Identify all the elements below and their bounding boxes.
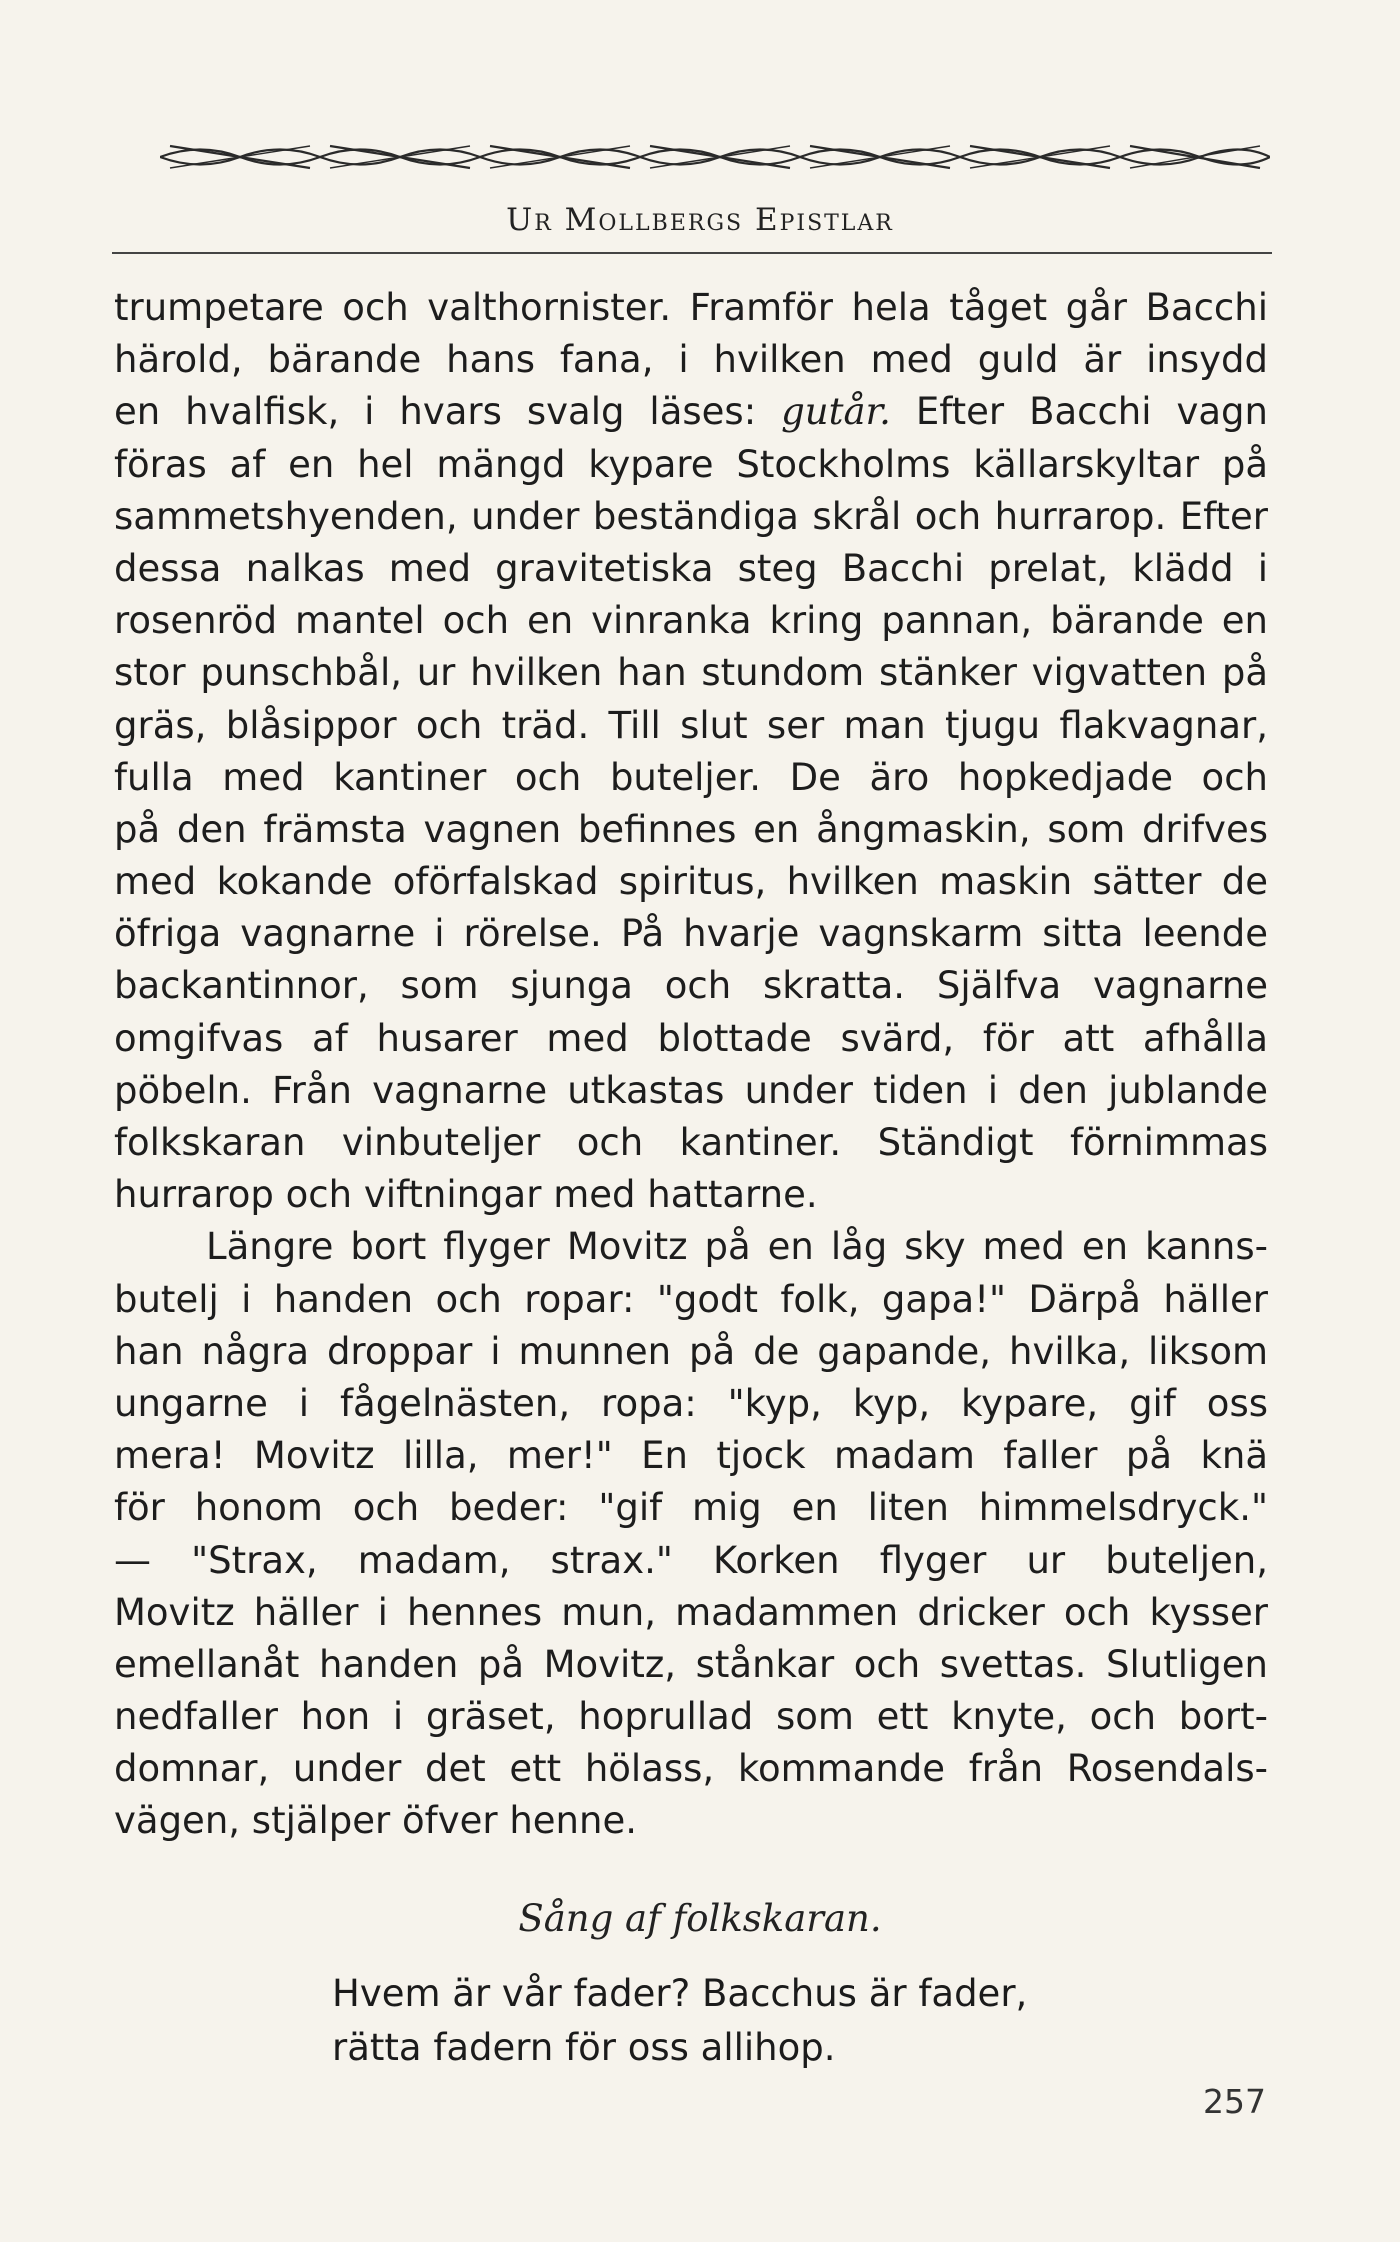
text-line: med kokande oförfalskad spiritus, hvilken maskin sätter de [114,860,1268,904]
text-line: en hvalfisk, i hvars svalg läses: gutår. Efter Bacchi vagn [114,390,1268,434]
text-line: gräs, blåsippor och träd. Till slut ser man tjugu flakvagnar, [114,703,1268,747]
decorative-header-ornament [160,140,1270,174]
text-line: sammetshyenden, under beständiga skrål och hurrarop. Efter [114,494,1268,538]
header-rule [112,252,1272,254]
text-line: butelj i handen och ropar: "godt folk, gapa!" Därpå häller [114,1277,1268,1321]
text-line: mera! Movitz lilla, mer!" En tjock madam faller på knä [114,1434,1268,1478]
text-line: härold, bärande hans fana, i hvilken med guld är insydd [114,338,1268,382]
italic-word: gutår. [781,390,891,434]
text-line: fulla med kantiner och buteljer. De äro hopkedjade och [114,755,1268,799]
verse-line: rätta fadern för oss allihop. [332,2026,836,2069]
running-head: Ur Mollbergs Epistlar [506,202,894,238]
text-line: Längre bort flyger Movitz på en låg sky med en kanns- [206,1225,1268,1269]
text-line: trumpetare och valthornister. Framför hela tåget går Bacchi [114,286,1268,329]
text-line: dessa nalkas med gravitetiska steg Bacchi prelat, klädd i [114,546,1268,590]
text-line: ungarne i fågelnästen, ropa: "kyp, kyp, kypare, gif oss [114,1381,1268,1425]
body-text [114,282,1268,1848]
text-line: öfriga vagnarne i rörelse. På hvarje vagnskarm sitta leende [114,912,1268,956]
text-line: rosenröd mantel och en vinranka kring pannan, bärande en [114,599,1268,643]
text-line: föras af en hel mängd kypare Stockholms källarskyltar på [114,442,1268,486]
text-line: omgifvas af husarer med blottade svärd, för att afhålla [114,1016,1268,1060]
text-line: hurrarop och viftningar med hattarne. [114,1173,818,1217]
song-verse [332,1967,1027,2075]
page-number: 257 [1203,2082,1266,2121]
text-line: nedfaller hon i gräset, hoprullad som ett knyte, och bort- [114,1695,1268,1739]
text-line: pöbeln. Från vagnarne utkastas under tiden i den jublande [114,1068,1268,1112]
text-line: — "Strax, madam, strax." Korken flyger ur buteljen, [114,1538,1268,1582]
song-title: Sång af folkskaran. [518,1897,882,1940]
verse-line: Hvem är vår fader? Bacchus är fader, [332,1972,1028,2015]
text-line: folkskaran vinbuteljer och kantiner. Ständigt förnimmas [114,1121,1268,1164]
text-line: på den främsta vagnen befinnes en ångmaskin, som drifves [114,807,1268,851]
text-line: Movitz häller i hennes mun, madammen dricker och kysser [114,1590,1268,1634]
text-line: han några droppar i munnen på de gapande, hvilka, liksom [114,1329,1268,1373]
text-line: backantinnor, som sjunga och skratta. Själfva vagnarne [114,964,1268,1008]
text-line: vägen, stjälper öfver henne. [114,1799,637,1843]
text-line: för honom och beder: "gif mig en liten himmelsdryck." [114,1486,1268,1530]
text-line: emellanåt handen på Movitz, stånkar och svettas. Slutligen [114,1642,1268,1686]
text-line: stor punschbål, ur hvilken han stundom stänker vigvatten på [114,651,1268,695]
paragraphs [114,282,1268,1848]
text-line: domnar, under det ett hölass, kommande från Rosendals- [114,1747,1268,1791]
